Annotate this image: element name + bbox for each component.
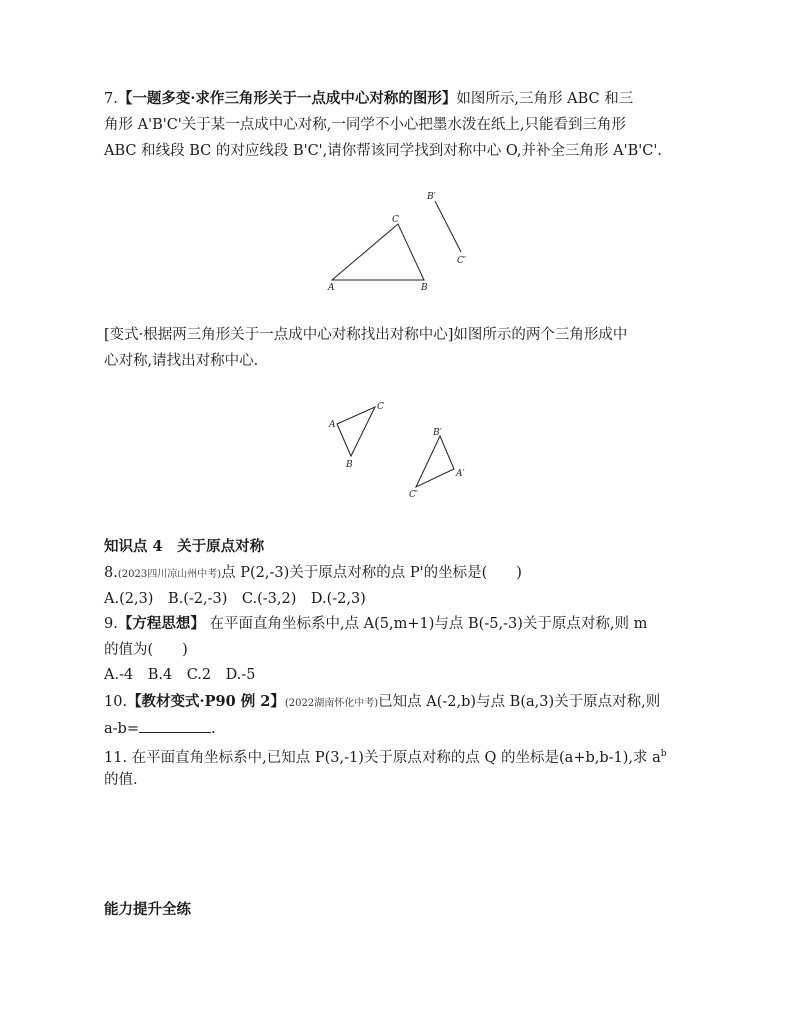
section-4-title: 知识点 4 关于原点对称 (104, 538, 265, 555)
variant-label-b: B (346, 460, 353, 470)
q8-text: 点 P(2,-3)关于原点对称的点 P'的坐标是( ) (221, 565, 522, 581)
q10-text-1: 已知点 A(-2,b)与点 B(a,3)关于原点对称,则 (378, 694, 661, 710)
q11-text-1: 11. 在平面直角坐标系中,已知点 P(3,-1)关于原点对称的点 Q 的坐标是(a+b,b-1),求 a (104, 749, 661, 766)
section-ability-title: 能力提升全练 (104, 901, 191, 918)
q8-number: 8. (104, 565, 118, 581)
q10-text-2-suffix: . (210, 721, 216, 737)
q9-line-2: 的值为( ) (104, 642, 188, 658)
q9-options: A.-4 B.4 C.2 D.-5 (104, 667, 256, 683)
q7-line-1 (104, 89, 633, 109)
variant-label-c: C (377, 402, 384, 412)
q10-answer-blank[interactable] (139, 718, 211, 733)
triangle-a-prime-b-prime-c-prime (416, 436, 454, 487)
q9-tag: 【方程思想】 (117, 615, 205, 632)
variant-label-a: A (329, 420, 336, 430)
q10-line-1 (104, 692, 660, 714)
q10-text-2-prefix: a-b= (104, 721, 139, 737)
segment-b-prime-c-prime (435, 201, 461, 252)
q9-number: 9. (104, 616, 118, 632)
triangle-abc-variant (337, 407, 375, 456)
triangle-abc (332, 224, 424, 280)
q7-number: 7. (104, 91, 118, 107)
q7-line-3: ABC 和线段 BC 的对应线段 B'C',请你帮该同学找到对称中心 O,并补全三角形 A'B'C'. (104, 143, 662, 159)
q7-line-2: 角形 A'B'C'关于某一点成中心对称,一同学不小心把墨水泼在纸上,只能看到三角形 (104, 117, 627, 133)
q8-source: (2023四川凉山州中考) (117, 569, 222, 580)
q10-number: 10. (104, 694, 128, 710)
q11-line-2: 的值. (104, 772, 138, 788)
q10-source: (2022湖南怀化中考) (284, 698, 379, 709)
q7-label-b: B (421, 283, 428, 293)
q7-text-1: 如图所示,三角形 ABC 和三 (456, 91, 634, 107)
q8-options: A.(2,3) B.(-2,-3) C.(-3,2) D.(-2,3) (104, 591, 366, 607)
q8-line-1 (104, 563, 522, 585)
variant-label-b-prime: B′ (433, 428, 442, 438)
q7-tag: 【一题多变·求作三角形关于一点成中心对称的图形】 (117, 90, 457, 107)
variant-label-a-prime: A′ (456, 469, 465, 479)
variant-label-c-prime: C′ (409, 490, 418, 500)
q7-label-b-prime: B′ (427, 192, 436, 202)
q7-label-c-prime: C′ (457, 256, 466, 266)
q9-line-1 (104, 614, 647, 634)
q10-line-2 (104, 718, 216, 739)
q11-superscript: b (660, 749, 667, 759)
q9-text-1: 在平面直角坐标系中,点 A(5,m+1)与点 B(-5,-3)关于原点对称,则 m (204, 616, 648, 632)
q7-figure (320, 186, 480, 294)
variant-line-1: [变式·根据两三角形关于一点成中心对称找出对称中心]如图所示的两个三角形成中 (104, 327, 628, 343)
q11-line-1 (104, 744, 667, 768)
q7-label-a: A (328, 283, 335, 293)
variant-figure (320, 396, 480, 506)
variant-line-2: 心对称,请找出对称中心. (104, 353, 259, 369)
q10-tag: 【教材变式·P90 例 2】 (127, 693, 285, 710)
q7-label-c: C (392, 215, 399, 225)
